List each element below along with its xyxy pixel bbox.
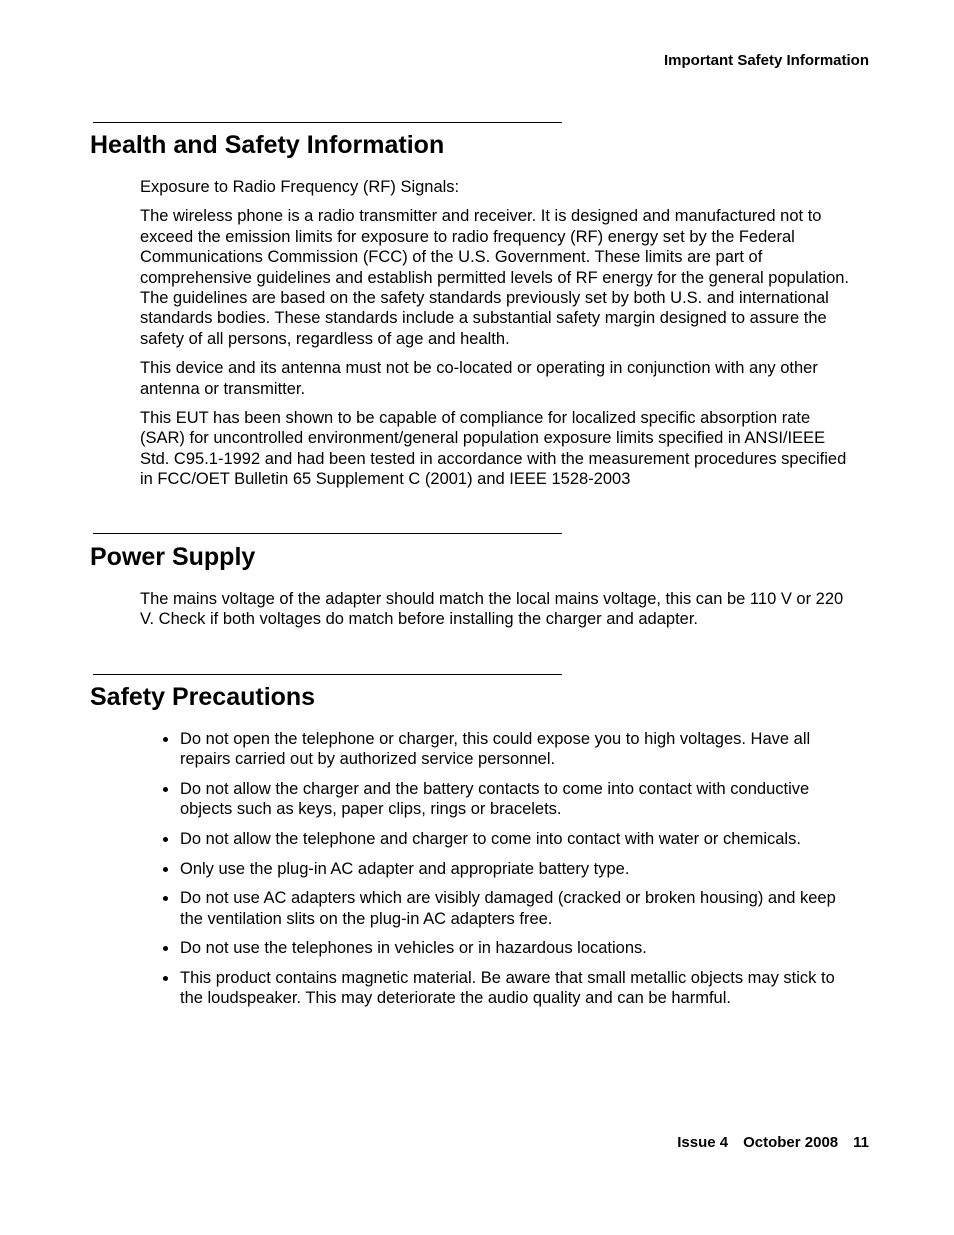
- health-paragraph: Exposure to Radio Frequency (RF) Signals:: [140, 178, 460, 196]
- bullet-icon: [163, 737, 168, 742]
- running-footer: [677, 1134, 869, 1151]
- list-item-text: Do not use AC adapters which are visibly damaged (cracked or broken housing) and keep the ventilation slits on the plug-in AC adapters free.: [180, 889, 836, 928]
- list-item-text: Do not open the telephone or charger, this could expose you to high voltages. Have all repairs carried out by authorized service personnel.: [180, 730, 811, 769]
- section-heading-precautions: Safety Precautions: [90, 683, 316, 711]
- list-item: [160, 938, 860, 958]
- bullet-icon: [163, 837, 168, 842]
- section-divider: [93, 533, 562, 534]
- section-heading-power: Power Supply: [90, 543, 256, 571]
- bullet-icon: [163, 787, 168, 792]
- list-item-text: Do not allow the telephone and charger to come into contact with water or chemicals.: [180, 830, 801, 848]
- list-item: [160, 859, 860, 879]
- list-item: [160, 829, 860, 849]
- footer-date: October 2008: [743, 1134, 839, 1151]
- list-item: [160, 729, 860, 770]
- bullet-icon: [163, 946, 168, 951]
- health-paragraph: The wireless phone is a radio transmitter and receiver. It is designed and manufactured not to exceed the emission limits for exposure to radio frequency (RF) energy set by the Federal Communications Commission (FCC) of the U.S. Government. These limits are part of comprehensive guidelines and establish permitted levels of RF energy for the general population. The guidelines are based on the safety standards previously set by both U.S. and international standards bodies. These standards include a substantial safety margin designed to assure the safety of all persons, regardless of age and health.: [140, 207, 850, 348]
- section-divider: [93, 122, 562, 123]
- section-heading-health: Health and Safety Information: [90, 131, 445, 159]
- list-item: [160, 779, 860, 820]
- list-item-text: Do not allow the charger and the battery contacts to come into contact with conductive objects such as keys, paper clips, rings or bracelets.: [180, 780, 810, 819]
- health-section-body: [140, 177, 858, 499]
- precautions-list: [160, 729, 860, 1018]
- health-paragraph: This device and its antenna must not be co-located or operating in conjunction with any other antenna or transmitter.: [140, 359, 818, 398]
- health-paragraph: This EUT has been shown to be capable of compliance for localized specific absorption rate (SAR) for uncontrolled environment/general population exposure limits specified in ANSI/IEEE Std. C95.1-1992 and had been tested in accordance with the measurement procedures specified in FCC/OET Bulletin 65 Supplement C (2001) and IEEE 1528-2003: [140, 409, 847, 489]
- page-number: 11: [853, 1134, 869, 1151]
- bullet-icon: [163, 896, 168, 901]
- power-paragraph: The mains voltage of the adapter should match the local mains voltage, this can be 110 V or 220 V. Check if both voltages do match before installing the charger and adapter.: [140, 590, 844, 629]
- list-item-text: This product contains magnetic material. Be aware that small metallic objects may stick to the loudspeaker. This may deteriorate the audio quality and can be harmful.: [180, 968, 835, 1008]
- list-item: [160, 968, 860, 1009]
- running-header-title: Important Safety Information: [663, 52, 869, 69]
- footer-issue: Issue 4: [677, 1134, 729, 1151]
- section-divider: [93, 674, 562, 675]
- bullet-icon: [163, 867, 168, 872]
- bullet-icon: [163, 976, 168, 981]
- list-item-text: Only use the plug-in AC adapter and appropriate battery type.: [180, 859, 630, 878]
- list-item-text: Do not use the telephones in vehicles or in hazardous locations.: [180, 939, 647, 958]
- power-section-body: [140, 589, 858, 639]
- list-item: [160, 888, 860, 929]
